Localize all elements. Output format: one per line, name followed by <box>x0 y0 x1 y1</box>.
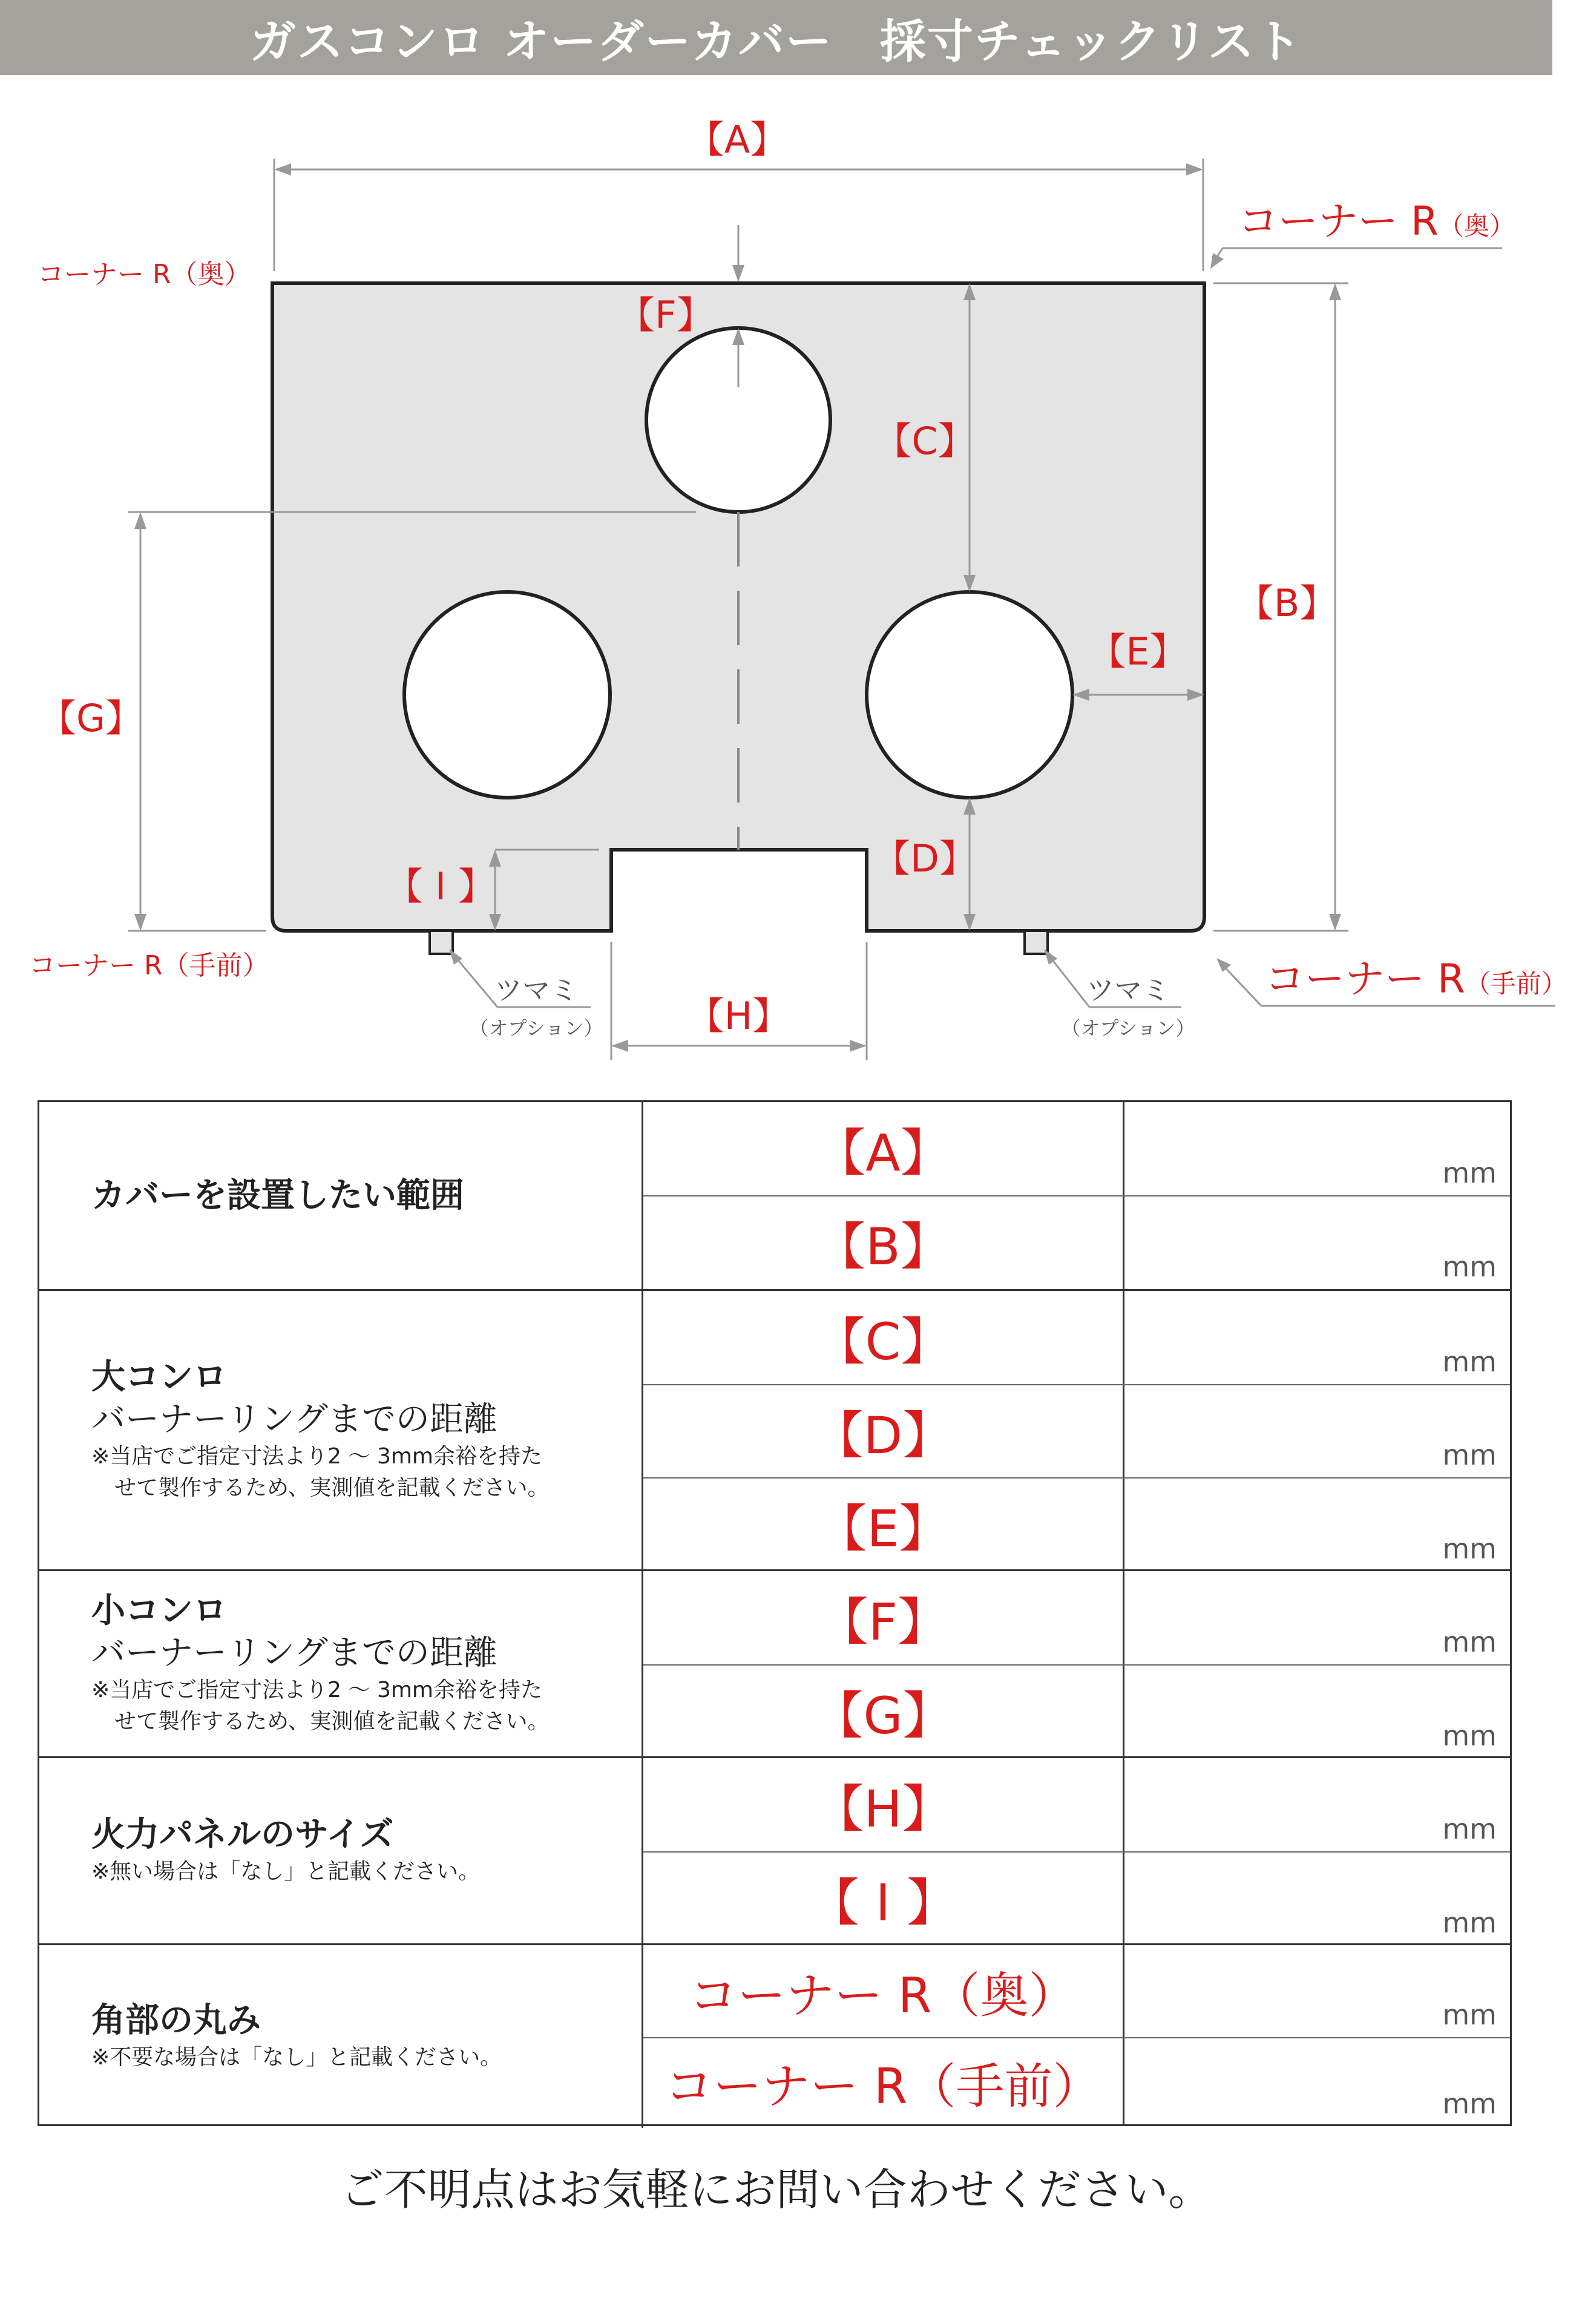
knob-left-option: （オプション） <box>469 1017 603 1040</box>
svg-text:コーナー R（奥） <box>1238 198 1515 245</box>
unit-label: mm <box>1442 1532 1497 1565</box>
page-title: ガスコンロ オーダーカバー 採寸チェックリスト <box>249 14 1303 68</box>
row-key: 【D】 <box>643 1385 1124 1477</box>
label-e: 【E】 <box>1088 629 1187 674</box>
label-c: 【C】 <box>874 419 976 463</box>
group-subtitle: バーナーリングまでの距離 <box>91 1633 497 1673</box>
table-row <box>643 1195 1510 1289</box>
measurement-table <box>38 1100 1512 2126</box>
group-title: 小コンロ <box>91 1590 227 1630</box>
value-field-corner-back[interactable] <box>1124 1945 1510 2037</box>
svg-text:コーナー R（手前） <box>1265 956 1567 1002</box>
table-row <box>643 1851 1510 1945</box>
label-g: 【G】 <box>38 696 143 740</box>
group-label <box>39 1571 643 1756</box>
group-title: 大コンロ <box>91 1357 227 1397</box>
group-title: 火力パネルのサイズ <box>91 1814 394 1854</box>
unit-label: mm <box>1442 1157 1497 1189</box>
table-group-range <box>39 1102 1510 1289</box>
group-title: カバーを設置したい範囲 <box>91 1175 464 1215</box>
label-h: 【H】 <box>686 994 790 1038</box>
table-group-small-burner <box>39 1569 1510 1756</box>
corner-front-right-sub: （手前） <box>1465 969 1567 999</box>
value-field-h[interactable] <box>1124 1758 1510 1851</box>
group-label <box>39 1758 643 1943</box>
group-note: せて製作するため、実測値を記載ください。 <box>114 1475 550 1500</box>
group-label <box>39 1945 643 2128</box>
row-key: 【C】 <box>643 1291 1124 1384</box>
unit-label: mm <box>1442 1439 1497 1471</box>
group-title: 角部の丸み <box>91 2000 261 2040</box>
table-row <box>643 1384 1510 1477</box>
table-row <box>643 1571 1510 1664</box>
value-field-e[interactable] <box>1124 1479 1510 1571</box>
table-row <box>643 2037 1510 2126</box>
row-key: 【G】 <box>643 1666 1124 1758</box>
label-i: 【 I 】 <box>386 864 496 908</box>
row-key: 【A】 <box>643 1102 1124 1195</box>
corner-back-right-label: コーナー R <box>1238 198 1439 245</box>
group-note: ※当店でご指定寸法より2 ～ 3mm余裕を持た <box>91 1677 542 1702</box>
group-note: ※無い場合は「なし」と記載ください。 <box>91 1859 481 1884</box>
knob-right-label: ツマミ <box>1086 974 1170 1006</box>
table-row <box>643 1102 1510 1195</box>
group-label <box>39 1291 643 1569</box>
row-key: コーナー R（手前） <box>643 2038 1124 2126</box>
value-field-g[interactable] <box>1124 1666 1510 1758</box>
row-key: コーナー R（奥） <box>643 1945 1124 2037</box>
value-field-a[interactable] <box>1124 1102 1510 1195</box>
unit-label: mm <box>1442 1345 1497 1378</box>
large-burner-right <box>867 592 1072 798</box>
knob-left <box>430 931 453 954</box>
unit-label: mm <box>1442 1250 1497 1283</box>
label-d: 【D】 <box>873 836 977 881</box>
group-subtitle: バーナーリングまでの距離 <box>91 1399 497 1439</box>
group-note: ※当店でご指定寸法より2 ～ 3mm余裕を持た <box>91 1443 542 1469</box>
value-field-i[interactable] <box>1124 1853 1510 1945</box>
unit-label: mm <box>1442 1626 1497 1658</box>
knob-right <box>1025 931 1048 954</box>
value-field-c[interactable] <box>1124 1291 1510 1384</box>
row-key: 【E】 <box>643 1479 1124 1571</box>
corner-back-right-sub: （奥） <box>1438 211 1515 241</box>
value-field-f[interactable] <box>1124 1571 1510 1664</box>
value-field-corner-front[interactable] <box>1124 2038 1510 2126</box>
value-field-d[interactable] <box>1124 1385 1510 1477</box>
header-bar <box>0 0 1552 75</box>
row-key: 【H】 <box>643 1758 1124 1851</box>
label-a: 【A】 <box>686 117 788 162</box>
table-row <box>643 1945 1510 2037</box>
table-row <box>643 1664 1510 1758</box>
group-note: せて製作するため、実測値を記載ください。 <box>114 1709 550 1734</box>
unit-label: mm <box>1442 1719 1497 1752</box>
table-row <box>643 1758 1510 1851</box>
value-field-b[interactable] <box>1124 1196 1510 1289</box>
table-row <box>643 1291 1510 1384</box>
knob-left-label: ツマミ <box>494 974 578 1006</box>
row-key: 【F】 <box>643 1571 1124 1664</box>
group-label <box>39 1102 643 1289</box>
table-group-corner-radius <box>39 1943 1510 2128</box>
cover-diagram <box>0 75 1582 1068</box>
table-group-control-panel <box>39 1756 1510 1943</box>
group-note: ※不要な場合は「なし」と記載ください。 <box>91 2044 502 2070</box>
label-f: 【F】 <box>617 293 714 337</box>
unit-label: mm <box>1442 1906 1497 1939</box>
knob-right-option: （オプション） <box>1061 1017 1195 1040</box>
row-key: 【B】 <box>643 1196 1124 1289</box>
unit-label: mm <box>1442 1813 1497 1845</box>
table-group-large-burner <box>39 1289 1510 1569</box>
label-b: 【B】 <box>1236 581 1337 625</box>
large-burner-left <box>404 592 610 798</box>
table-row <box>643 1477 1510 1571</box>
unit-label: mm <box>1442 2087 1497 2120</box>
footer-contact-note: ご不明点はお気軽にお問い合わせください。 <box>340 2164 1212 2215</box>
corner-front-left-label: コーナー R（手前） <box>29 950 269 981</box>
unit-label: mm <box>1442 1998 1497 2031</box>
corner-back-left-label: コーナー R（奥） <box>38 259 251 290</box>
row-key: 【 I 】 <box>643 1853 1124 1945</box>
corner-front-right-label: コーナー R <box>1265 956 1465 1002</box>
